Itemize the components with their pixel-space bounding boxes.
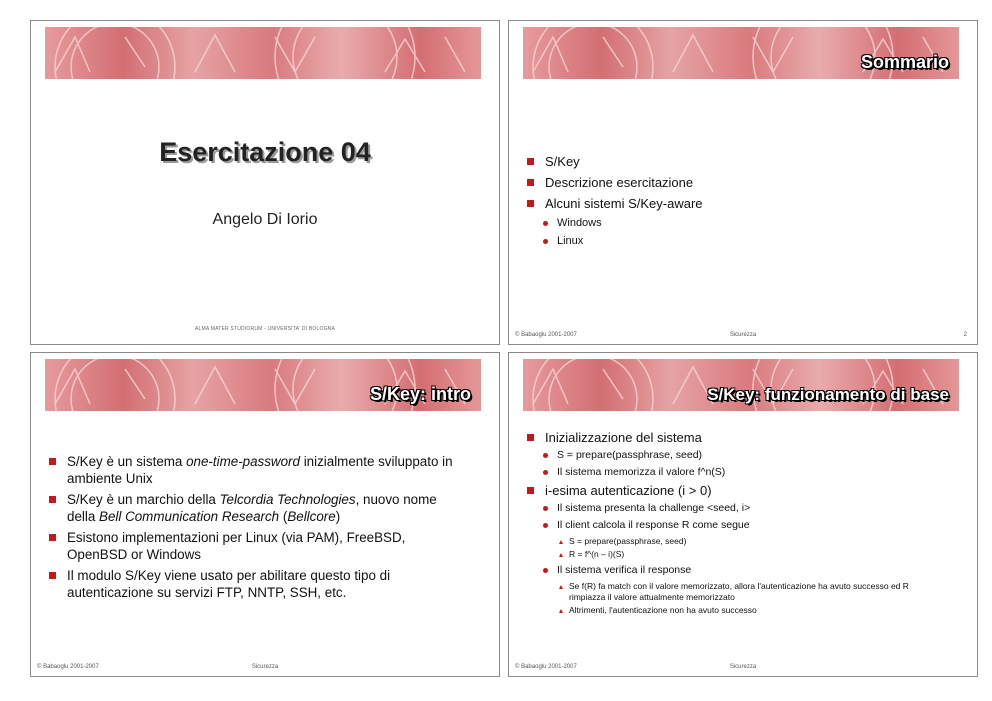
sub-list-item: Il sistema verifica il response bbox=[523, 562, 963, 579]
slide-2 bbox=[508, 20, 978, 345]
page-number: 2 bbox=[963, 332, 967, 338]
slide-3 bbox=[30, 352, 500, 677]
list-item: Descrizione esercitazione bbox=[523, 172, 703, 193]
footer-copyright: © Babaoglu 2001-2007 bbox=[37, 664, 99, 670]
slide-banner bbox=[523, 27, 959, 79]
seal-pattern bbox=[45, 27, 481, 79]
slide-banner bbox=[45, 359, 481, 411]
slide-4 bbox=[508, 352, 978, 677]
sub-sub-list-item: Se f(R) fa match con il valore memorizzato, allora l'autenticazione ha avuto successo ed R rimpiazza il valore attualmente memorizzato bbox=[523, 581, 963, 603]
list-item: Alcuni sistemi S/Key-aware bbox=[523, 193, 703, 214]
sub-sub-list-item: Altrimenti, l'autenticazione non ha avuto successo bbox=[523, 605, 963, 616]
footer-course: Sicurezza bbox=[251, 664, 279, 670]
list-item: Il modulo S/Key viene usato per abilitare questo tipo di autenticazione su servizi FTP, NNTP, SSH, etc. bbox=[45, 567, 485, 601]
summary-list bbox=[523, 151, 703, 250]
slide-heading: S/Key: intro bbox=[369, 384, 471, 404]
sub-list-item: Il sistema presenta la challenge <seed, i> bbox=[523, 500, 963, 517]
presentation-title: Esercitazione 04 bbox=[159, 137, 371, 167]
list-item: S/Key bbox=[523, 151, 703, 172]
footer-copyright: © Babaoglu 2001-2007 bbox=[515, 664, 577, 670]
sub-list-item: Windows bbox=[523, 214, 703, 232]
slide-heading: S/Key: funzionamento di base bbox=[707, 385, 949, 404]
slide-banner bbox=[45, 27, 481, 79]
university-credit: ALMA MATER STUDIORUM - UNIVERSITA' DI BOLOGNA bbox=[194, 326, 336, 332]
list-item: i-esima autenticazione (i > 0) bbox=[523, 481, 963, 500]
list-item: S/Key è un sistema one-time-password inizialmente sviluppato in ambiente Unix bbox=[45, 453, 485, 487]
sub-sub-list-item: S = prepare(passphrase, seed) bbox=[523, 536, 963, 547]
sub-list-item: Il client calcola il response R come segue bbox=[523, 517, 963, 534]
footer-course: Sicurezza bbox=[729, 332, 757, 338]
list-item: Inizializzazione del sistema bbox=[523, 428, 963, 447]
list-item: S/Key è un marchio della Telcordia Technologies, nuovo nome della Bell Communication Research (Bellcore) bbox=[45, 491, 485, 525]
intro-list bbox=[45, 453, 485, 605]
list-item: Esistono implementazioni per Linux (via PAM), FreeBSD, OpenBSD or Windows bbox=[45, 529, 485, 563]
functioning-list bbox=[523, 428, 963, 618]
footer-copyright: © Babaoglu 2001-2007 bbox=[515, 332, 577, 338]
slide-heading: Sommario bbox=[860, 52, 949, 72]
sub-sub-list-item: R = f^(n – i)(S) bbox=[523, 549, 963, 560]
slide-1 bbox=[30, 20, 500, 345]
sub-list-item: Il sistema memorizza il valore f^n(S) bbox=[523, 464, 963, 481]
slide-banner bbox=[523, 359, 959, 411]
footer-course: Sicurezza bbox=[729, 664, 757, 670]
sub-list-item: S = prepare(passphrase, seed) bbox=[523, 447, 963, 464]
author-name: Angelo Di Iorio bbox=[212, 211, 318, 228]
sub-list-item: Linux bbox=[523, 232, 703, 250]
